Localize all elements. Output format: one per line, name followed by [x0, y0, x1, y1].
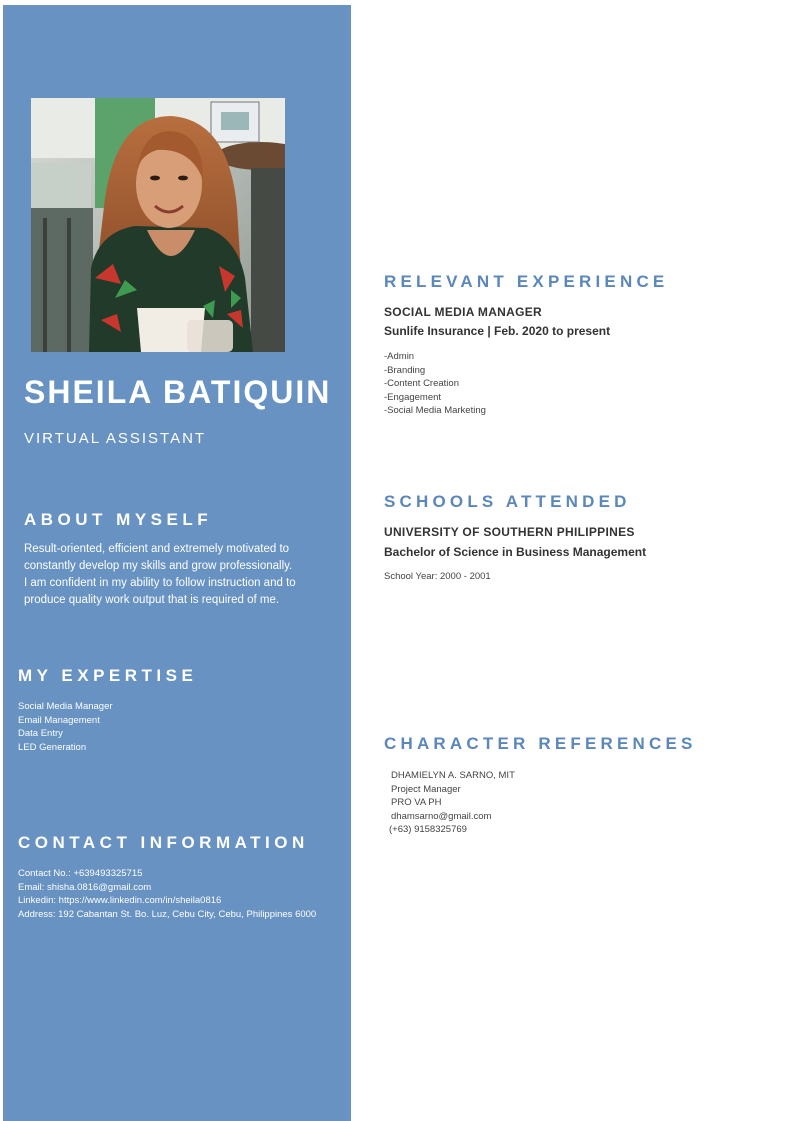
job-title: SOCIAL MEDIA MANAGER — [384, 305, 543, 319]
contact-linkedin: Linkedin: https://www.linkedin.com/in/sheila0816 — [18, 895, 222, 907]
expertise-item: Social Media Manager — [18, 701, 113, 712]
expertise-item: Email Management — [18, 714, 100, 726]
contact-phone: Contact No.: +639493325715 — [18, 868, 143, 879]
contact-list — [18, 867, 318, 921]
duty-item: -Content Creation — [384, 378, 459, 390]
job-company: Sunlife Insurance | Feb. 2020 to present — [384, 324, 611, 338]
reference-title: Project Manager — [391, 783, 461, 795]
schools-heading: SCHOOLS ATTENDED — [384, 492, 631, 511]
expertise-list — [18, 700, 113, 754]
candidate-name: SHEILA BATIQUIN — [24, 374, 332, 410]
school-year: School Year: 2000 - 2001 — [384, 571, 491, 582]
about-text — [24, 541, 324, 608]
duty-item: -Admin — [384, 351, 415, 362]
about-line: Result-oriented, efficient and extremely motivated to constantly develop my skills and grow professionally. — [24, 543, 293, 572]
reference-email: dhamsarno@gmail.com — [391, 810, 492, 822]
experience-heading: RELEVANT EXPERIENCE — [384, 272, 669, 291]
reference-phone: (+63) 9158325769 — [389, 824, 467, 836]
reference-company: PRO VA PH — [391, 797, 442, 809]
expertise-heading: MY EXPERTISE — [18, 666, 198, 685]
duty-item: -Engagement — [384, 391, 442, 403]
expertise-item: Data Entry — [18, 728, 63, 740]
about-heading: ABOUT MYSELF — [24, 510, 213, 529]
contact-email: Email: shisha.0816@gmail.com — [18, 881, 152, 893]
reference-name: DHAMIELYN A. SARNO, MIT — [391, 770, 515, 781]
duties-list — [384, 350, 486, 418]
contact-address: Address: 192 Cabantan St. Bo. Luz, Cebu City, Cebu, Philippines 6000 — [18, 908, 317, 920]
contact-heading: CONTACT INFORMATION — [18, 833, 309, 852]
reference-list — [391, 769, 515, 837]
duty-item: -Social Media Marketing — [384, 405, 486, 417]
school-name: UNIVERSITY OF SOUTHERN PHILIPPINES — [384, 525, 635, 539]
about-line: I am confident in my ability to follow instruction and to produce quality work output that is required of me. — [24, 577, 296, 606]
profile-photo — [31, 98, 285, 352]
references-heading: CHARACTER REFERENCES — [384, 734, 697, 753]
expertise-item: LED Generation — [18, 741, 87, 753]
school-degree: Bachelor of Science in Business Management — [384, 545, 647, 559]
duty-item: -Branding — [384, 364, 426, 376]
candidate-role: VIRTUAL ASSISTANT — [24, 430, 207, 447]
